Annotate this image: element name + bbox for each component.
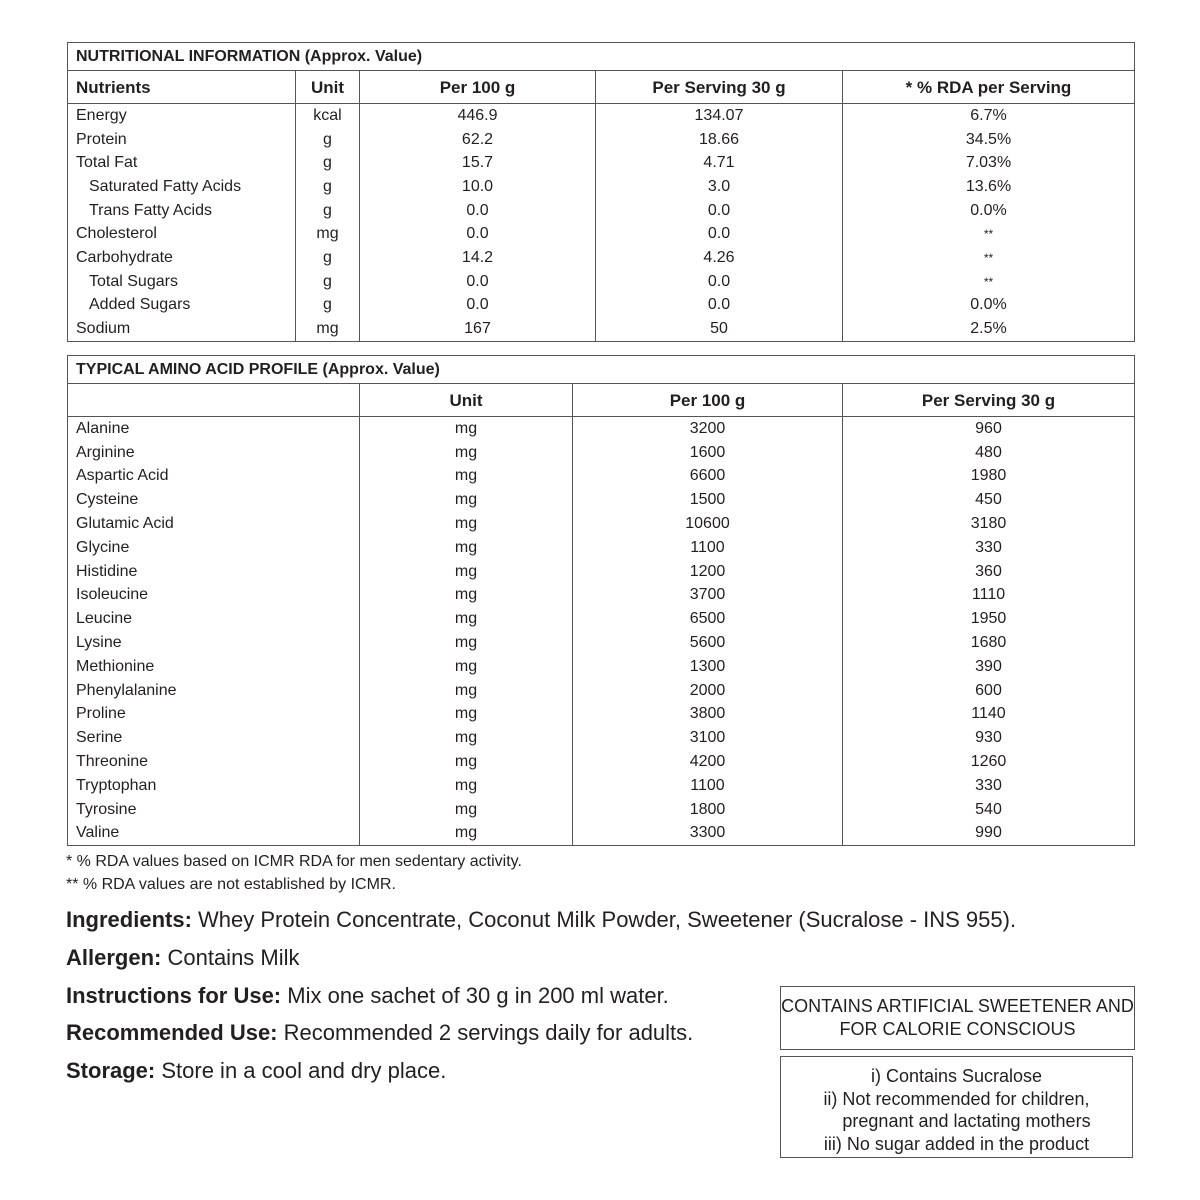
amino-serving: 1110 (843, 584, 1135, 608)
nutrient-unit: g (296, 294, 360, 318)
amino-serving: 1260 (843, 750, 1135, 774)
amino-per100: 2000 (573, 679, 843, 703)
amino-name: Methionine (68, 655, 360, 679)
amino-per100: 1100 (573, 536, 843, 560)
amino-name: Serine (68, 726, 360, 750)
nutrient-rda: 0.0% (843, 199, 1135, 223)
nutrient-per100: 15.7 (360, 151, 596, 175)
nutrient-serving: 4.26 (596, 246, 843, 270)
notes-line-3: pregnant and lactating mothers (842, 1111, 1091, 1131)
nutrient-name: Carbohydrate (68, 246, 296, 270)
amino-per100: 6600 (573, 465, 843, 489)
amino-row (68, 750, 1135, 774)
sucralose-notes-box (780, 1056, 1133, 1158)
nutrition-header-nutrients: Nutrients (68, 71, 296, 104)
amino-per100: 3800 (573, 703, 843, 727)
nutrient-rda: 0.0% (843, 294, 1135, 318)
amino-name: Leucine (68, 607, 360, 631)
nutrition-header-row (68, 71, 1135, 104)
amino-unit: mg (360, 417, 573, 441)
amino-per100: 1800 (573, 798, 843, 822)
amino-unit: mg (360, 798, 573, 822)
amino-unit: mg (360, 774, 573, 798)
nutrition-row (68, 175, 1135, 199)
amino-name: Glutamic Acid (68, 512, 360, 536)
amino-row (68, 512, 1135, 536)
amino-row (68, 441, 1135, 465)
nutrient-name: Trans Fatty Acids (68, 199, 296, 223)
warning-line-1: CONTAINS ARTIFICIAL SWEETENER AND (781, 995, 1134, 1016)
amino-serving: 930 (843, 726, 1135, 750)
amino-title: TYPICAL AMINO ACID PROFILE (Approx. Value) (68, 356, 1135, 384)
footnote-rda: * % RDA values based on ICMR RDA for men sedentary activity. (66, 853, 522, 870)
nutrient-name: Cholesterol (68, 222, 296, 246)
recommended-line (66, 1020, 693, 1046)
nutrient-serving: 0.0 (596, 270, 843, 294)
amino-unit: mg (360, 584, 573, 608)
nutrient-unit: kcal (296, 104, 360, 128)
amino-row (68, 798, 1135, 822)
recommended-label: Recommended Use: (66, 1020, 278, 1045)
amino-per100: 6500 (573, 607, 843, 631)
amino-title-row (68, 356, 1135, 384)
amino-serving: 390 (843, 655, 1135, 679)
amino-per100: 3700 (573, 584, 843, 608)
amino-header-row (68, 384, 1135, 417)
ingredients-label: Ingredients: (66, 907, 192, 932)
amino-name: Tryptophan (68, 774, 360, 798)
amino-per100: 1300 (573, 655, 843, 679)
amino-header-name (68, 384, 360, 417)
amino-unit: mg (360, 465, 573, 489)
amino-row (68, 703, 1135, 727)
nutrient-per100: 62.2 (360, 128, 596, 152)
nutrient-unit: g (296, 199, 360, 223)
storage-label: Storage: (66, 1058, 156, 1083)
amino-row (68, 726, 1135, 750)
nutrient-rda: 13.6% (843, 175, 1135, 199)
amino-unit: mg (360, 488, 573, 512)
amino-name: Alanine (68, 417, 360, 441)
amino-serving: 450 (843, 488, 1135, 512)
amino-unit: mg (360, 750, 573, 774)
nutrient-serving: 3.0 (596, 175, 843, 199)
notes-line-2: ii) Not recommended for children, (823, 1088, 1090, 1109)
amino-per100: 1500 (573, 488, 843, 512)
nutrition-row (68, 246, 1135, 270)
nutrition-header-unit: Unit (296, 71, 360, 104)
amino-per100: 3100 (573, 726, 843, 750)
nutrient-name: Added Sugars (68, 294, 296, 318)
amino-serving: 990 (843, 822, 1135, 846)
nutrient-per100: 0.0 (360, 294, 596, 318)
amino-row (68, 607, 1135, 631)
nutrient-serving: 4.71 (596, 151, 843, 175)
amino-row (68, 679, 1135, 703)
nutrient-serving: 0.0 (596, 199, 843, 223)
allergen-line (66, 945, 300, 971)
amino-header-per100: Per 100 g (573, 384, 843, 417)
amino-row (68, 822, 1135, 846)
nutrient-unit: g (296, 151, 360, 175)
amino-row (68, 631, 1135, 655)
nutrient-name: Saturated Fatty Acids (68, 175, 296, 199)
amino-unit: mg (360, 822, 573, 846)
nutrient-unit: mg (296, 222, 360, 246)
amino-name: Histidine (68, 560, 360, 584)
amino-serving: 1140 (843, 703, 1135, 727)
ingredients-line (66, 907, 1016, 933)
footnote-not-established: ** % RDA values are not established by ICMR. (66, 876, 396, 893)
nutrient-name: Total Sugars (68, 270, 296, 294)
instructions-text: Mix one sachet of 30 g in 200 ml water. (281, 983, 669, 1008)
amino-per100: 3300 (573, 822, 843, 846)
nutrient-rda: ** (843, 222, 1135, 246)
nutrition-row (68, 317, 1135, 341)
amino-serving: 1680 (843, 631, 1135, 655)
nutrition-header-serving: Per Serving 30 g (596, 71, 843, 104)
nutrient-unit: g (296, 246, 360, 270)
nutrient-per100: 167 (360, 317, 596, 341)
nutrition-row (68, 151, 1135, 175)
amino-name: Valine (68, 822, 360, 846)
amino-serving: 3180 (843, 512, 1135, 536)
amino-serving: 540 (843, 798, 1135, 822)
nutrition-table (67, 42, 1135, 342)
amino-row (68, 584, 1135, 608)
nutrient-serving: 0.0 (596, 294, 843, 318)
amino-serving: 1980 (843, 465, 1135, 489)
nutrient-unit: g (296, 128, 360, 152)
amino-serving: 960 (843, 417, 1135, 441)
nutrient-per100: 0.0 (360, 199, 596, 223)
nutrient-unit: mg (296, 317, 360, 341)
amino-serving: 1950 (843, 607, 1135, 631)
amino-header-serving: Per Serving 30 g (843, 384, 1135, 417)
amino-name: Isoleucine (68, 584, 360, 608)
nutrition-row (68, 294, 1135, 318)
instructions-line (66, 983, 669, 1009)
amino-unit: mg (360, 726, 573, 750)
amino-unit: mg (360, 679, 573, 703)
storage-line (66, 1058, 446, 1084)
nutrient-serving: 0.0 (596, 222, 843, 246)
amino-unit: mg (360, 655, 573, 679)
amino-unit: mg (360, 703, 573, 727)
nutrition-row (68, 199, 1135, 223)
nutrient-rda: 6.7% (843, 104, 1135, 128)
amino-row (68, 417, 1135, 441)
instructions-label: Instructions for Use: (66, 983, 282, 1008)
amino-serving: 330 (843, 774, 1135, 798)
amino-name: Cysteine (68, 488, 360, 512)
nutrition-header-per100: Per 100 g (360, 71, 596, 104)
amino-per100: 1600 (573, 441, 843, 465)
nutrient-name: Total Fat (68, 151, 296, 175)
amino-name: Phenylalanine (68, 679, 360, 703)
nutrient-unit: g (296, 270, 360, 294)
ingredients-text: Whey Protein Concentrate, Coconut Milk Powder, Sweetener (Sucralose - INS 955). (191, 907, 1017, 932)
amino-row (68, 536, 1135, 560)
nutrient-rda: ** (843, 270, 1135, 294)
amino-serving: 330 (843, 536, 1135, 560)
allergen-text: Contains Milk (161, 945, 300, 970)
artificial-sweetener-warning-box (780, 986, 1135, 1050)
amino-row (68, 655, 1135, 679)
amino-name: Proline (68, 703, 360, 727)
amino-unit: mg (360, 512, 573, 536)
amino-unit: mg (360, 536, 573, 560)
warning-line-2: FOR CALORIE CONSCIOUS (839, 1019, 1076, 1039)
amino-unit: mg (360, 441, 573, 465)
amino-serving: 480 (843, 441, 1135, 465)
amino-row (68, 488, 1135, 512)
amino-per100: 3200 (573, 417, 843, 441)
nutrient-name: Energy (68, 104, 296, 128)
nutrient-rda: 2.5% (843, 317, 1135, 341)
nutrient-rda: 7.03% (843, 151, 1135, 175)
notes-line-4: iii) No sugar added in the product (823, 1133, 1090, 1154)
nutrient-per100: 14.2 (360, 246, 596, 270)
nutrition-row (68, 128, 1135, 152)
amino-serving: 360 (843, 560, 1135, 584)
nutrient-per100: 0.0 (360, 222, 596, 246)
nutrition-header-rda: * % RDA per Serving (843, 71, 1135, 104)
amino-serving: 600 (843, 679, 1135, 703)
amino-per100: 10600 (573, 512, 843, 536)
amino-row (68, 774, 1135, 798)
amino-name: Threonine (68, 750, 360, 774)
amino-name: Arginine (68, 441, 360, 465)
nutrient-rda: ** (843, 246, 1135, 270)
allergen-label: Allergen: (66, 945, 162, 970)
nutrient-per100: 0.0 (360, 270, 596, 294)
nutrient-unit: g (296, 175, 360, 199)
recommended-text: Recommended 2 servings daily for adults. (277, 1020, 694, 1045)
amino-row (68, 560, 1135, 584)
notes-line-1: i) Contains Sucralose (870, 1066, 1043, 1086)
nutrient-name: Sodium (68, 317, 296, 341)
storage-text: Store in a cool and dry place. (155, 1058, 447, 1083)
nutrition-row (68, 222, 1135, 246)
amino-unit: mg (360, 631, 573, 655)
nutrient-per100: 446.9 (360, 104, 596, 128)
nutrient-per100: 10.0 (360, 175, 596, 199)
amino-unit: mg (360, 607, 573, 631)
amino-name: Tyrosine (68, 798, 360, 822)
amino-per100: 5600 (573, 631, 843, 655)
amino-per100: 4200 (573, 750, 843, 774)
nutrient-name: Protein (68, 128, 296, 152)
nutrient-rda: 34.5% (843, 128, 1135, 152)
amino-per100: 1100 (573, 774, 843, 798)
nutrition-title: NUTRITIONAL INFORMATION (Approx. Value) (68, 43, 1135, 71)
nutrition-row (68, 270, 1135, 294)
nutrition-title-row (68, 43, 1135, 71)
nutrition-row (68, 104, 1135, 128)
amino-acid-table (67, 355, 1135, 846)
amino-name: Aspartic Acid (68, 465, 360, 489)
amino-unit: mg (360, 560, 573, 584)
amino-name: Glycine (68, 536, 360, 560)
amino-name: Lysine (68, 631, 360, 655)
nutrient-serving: 18.66 (596, 128, 843, 152)
nutrient-serving: 134.07 (596, 104, 843, 128)
amino-header-unit: Unit (360, 384, 573, 417)
amino-row (68, 465, 1135, 489)
nutrient-serving: 50 (596, 317, 843, 341)
amino-per100: 1200 (573, 560, 843, 584)
